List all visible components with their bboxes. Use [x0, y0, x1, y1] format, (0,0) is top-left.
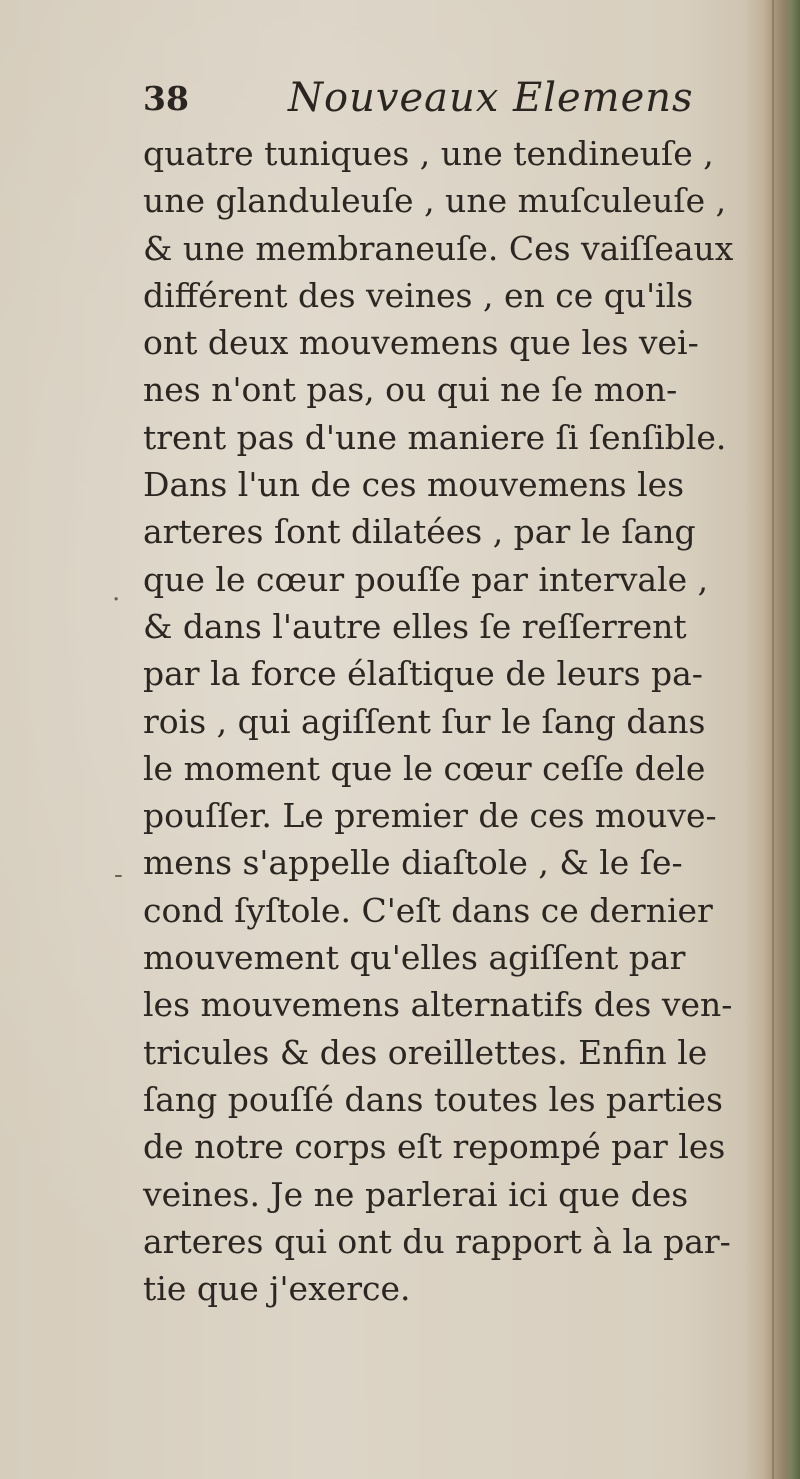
text-line: arteres ſont dilatées , par le ſang [143, 512, 696, 552]
text-line: rois , qui agiſſent ſur le ſang dans [143, 701, 706, 741]
text-line: les mouvemens alternatifs des ven- [143, 985, 733, 1025]
margin-mark: · [112, 585, 121, 615]
text-line: arteres qui ont du rapport à la par- [143, 1221, 731, 1261]
running-head: Nouveaux Elemens [288, 75, 694, 121]
text-line: que le cœur pouſſe par intervale , [143, 559, 709, 599]
text-line: trent pas d'une maniere ſi ſenſible. [143, 417, 727, 457]
text-line: mouvement qu'elles agiſſent par [143, 938, 686, 978]
text-line: ont deux mouvemens que les vei- [143, 323, 699, 363]
text-line: mens s'appelle diaſtole , & le ſe- [143, 843, 683, 883]
page-header [143, 75, 743, 125]
page-number: 38 [143, 79, 189, 118]
text-line: cond ſyſtole. C'eſt dans ce dernier [143, 890, 713, 930]
text-line: ſang pouſſé dans toutes les parties [143, 1079, 723, 1119]
text-line: tie que j'exerce. [143, 1269, 411, 1309]
text-line: pouſſer. Le premier de ces mouve- [143, 796, 717, 836]
text-line: une glanduleuſe , une muſculeuſe , [143, 181, 727, 221]
text-line: de notre corps eſt repompé par les [143, 1127, 726, 1167]
text-line: & une membraneuſe. Ces vaiſſeaux [143, 228, 734, 268]
text-line: quatre tuniques , une tendineuſe , [143, 134, 714, 173]
text-line: par la force élaſtique de leurs pa- [143, 654, 703, 694]
text-line: & dans l'autre elles ſe reſſerrent [143, 606, 687, 646]
text-line: veines. Je ne parlerai ici que des [143, 1174, 689, 1214]
text-line: différent des veines , en ce qu'ils [143, 275, 694, 315]
text-line: Dans l'un de ces mouvemens les [143, 465, 685, 505]
margin-mark: - [114, 860, 123, 890]
body-text [143, 130, 783, 1312]
text-line: nes n'ont pas, ou qui ne ſe mon- [143, 370, 678, 410]
text-line: tricules & des oreillettes. Enfin le [143, 1032, 708, 1072]
text-line: le moment que le cœur ceſſe dele [143, 748, 706, 788]
